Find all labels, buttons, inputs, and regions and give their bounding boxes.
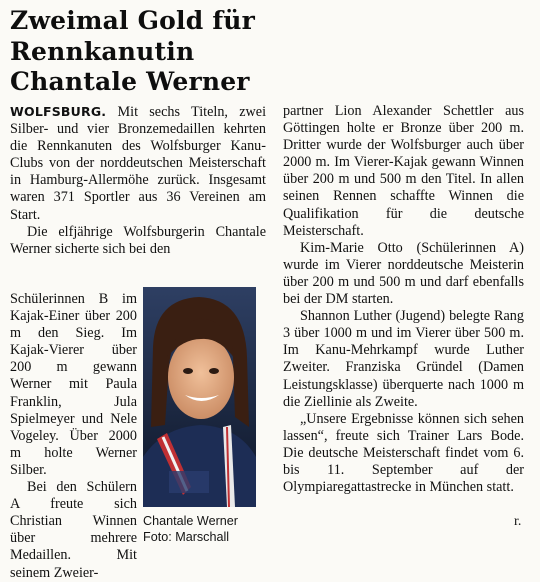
article-column-right [283, 103, 524, 496]
headline-line-3: Chantale Werner [10, 67, 250, 96]
paragraph-quote: „Unsere Ergebnisse können sich sehen lassen“, freute sich Trainer Lars Bode. Die deutsche Meisterschaft findet vom 6. bis 11. September auf der Olympiaregattastrecke in München statt. [283, 410, 524, 496]
dateline: WOLFSBURG. [10, 104, 107, 119]
lead-paragraph [10, 103, 266, 224]
article-column-left-top [10, 103, 266, 258]
paragraph-christian: Bei den Schülern A freute sich Christian Winnen über mehrere Medaillen. Mit seinem Zweier- [10, 479, 137, 581]
author-signature: r. [514, 514, 522, 529]
caption-name: Chantale Werner [143, 514, 238, 528]
paragraph-winnen: partner Lion Alexander Schettler aus Göttingen holte er Bronze über 200 m. Dritter wurde der Wolfsburger auch über 2000 m. Im Vierer-Kajak gewann Winnen über 200 m und 500 m den Titel. In allen seinen Rennen schaffte Winnen die Qualifikation für die deutsche Meisterschaft. [283, 103, 524, 239]
paragraph-chantale-intro: Die elfjährige Wolfsburgerin Chantale Werner sicherte sich bei den [10, 223, 266, 257]
athlete-photo [143, 287, 256, 507]
headline-line-2: Rennkanutin [10, 36, 195, 66]
paragraph-shannon: Shannon Luther (Jugend) belegte Rang 3 über 1000 m und im Vierer über 500 m. Im Kanu-Mehrkampf wurde Luther Zweiter. Franziska Gründel (Damen Leistungsklasse) überquerte nach 1000 m die Ziellinie als Zweite. [283, 308, 524, 410]
paragraph-kim-marie: Kim-Marie Otto (Schülerinnen A) wurde im Vierer norddeutsche Meisterin über 200 m und 500 m und darf ebenfalls bei der DM starten. [283, 239, 524, 308]
lead-text: Mit sechs Titeln, zwei Silber- und vier Bronzemedaillen kehrten die Rennkanuten des Wolfsburger Kanu-Clubs von der norddeutschen Meisterschaft in Hamburg-Allermöhe zurück. Insgesamt waren 371 Sportler aus 36 Vereinen am Start. [10, 104, 267, 223]
headline [10, 6, 310, 98]
photo-caption [143, 513, 261, 545]
article-column-left-narrow [10, 291, 137, 582]
headline-line-1: Zweimal Gold für [10, 6, 256, 35]
paragraph-chantale-rest: Schülerinnen B im Kajak-Einer über 200 m den Sieg. Im Kajak-Vierer über 200 m gewann Werner mit Paula Franklin, Jula Spielmeyer und Nele Vogeley. Über 2000 m holte Werner Silber. [10, 291, 137, 478]
photo-image [143, 287, 256, 507]
caption-credit: Foto: Marschall [143, 530, 230, 544]
